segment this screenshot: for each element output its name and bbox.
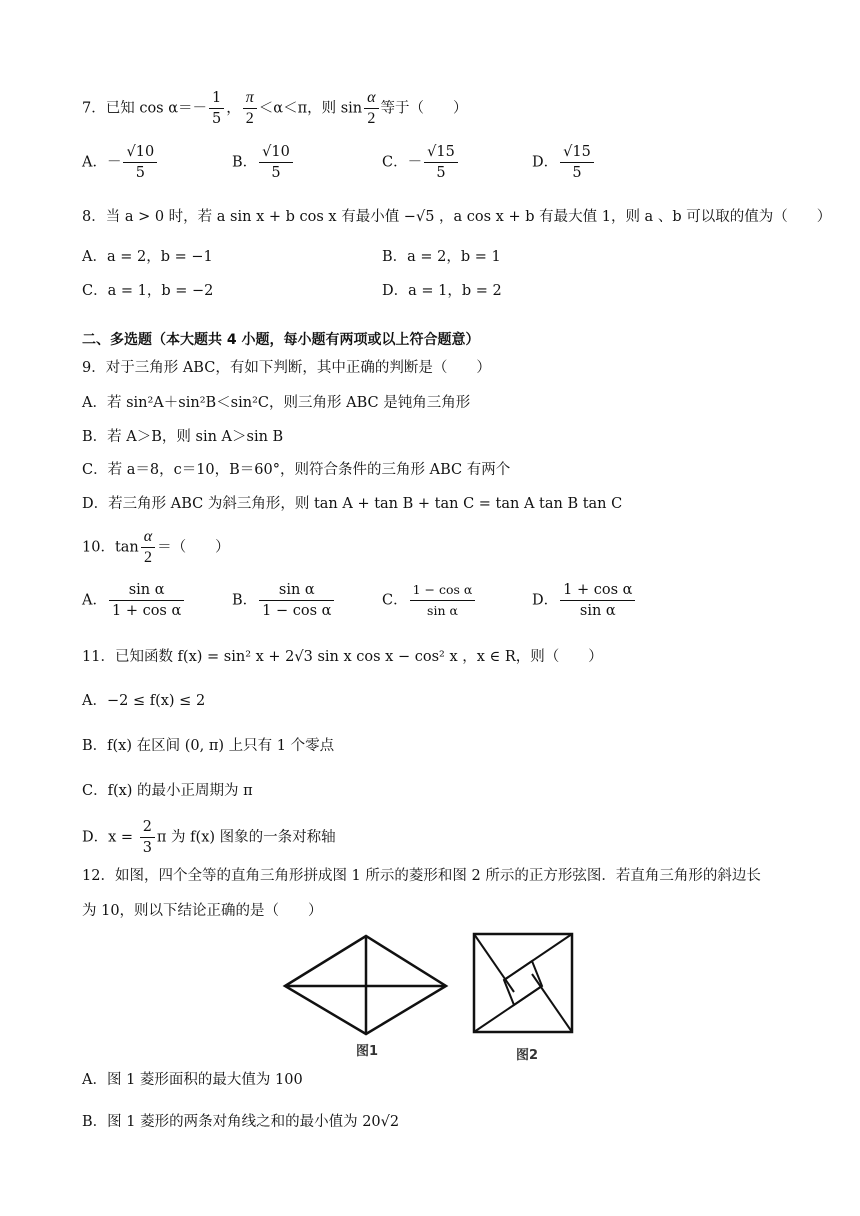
q8-option-b: B．a = 2，b = 1 xyxy=(382,249,501,265)
q7-frac-alpha-2: $\frac{\alpha}{2}$ xyxy=(364,88,378,129)
square-outline xyxy=(474,934,572,1032)
q7-frac-pi-2: $\frac{\pi}{2}$ xyxy=(243,88,257,129)
q10-option-c: C． $\frac{\text{1 − cos α}}{\text{sin α}}$ xyxy=(382,580,477,621)
q9-option-a: A．若 sin²A＋sin²B＜sin²C，则三角形 ABC 是钝角三角形 xyxy=(82,395,471,411)
figure-2-square xyxy=(470,930,576,1036)
q12-option-b: B．图 1 菱形的两条对角线之和的最小值为 20√2 xyxy=(82,1114,400,1130)
q10-option-b: B． $\frac{\text{sin α}}{\text{1 − cos α}}$ xyxy=(232,580,336,621)
q9-stem: 9．对于三角形 ABC，有如下判断，其中正确的判断是（ ） xyxy=(82,360,491,376)
q9-option-b: B．若 A＞B，则 sin A＞sin B xyxy=(82,429,284,445)
q11-stem: 11．已知函数 f(x) = sin² x + 2√3 sin x cos x − cos² x ，x ∈ R，则（ ） xyxy=(82,649,603,665)
inner-square xyxy=(504,961,542,1005)
q8-option-d: D．a = 1，b = 2 xyxy=(382,283,502,299)
q11-option-c: C．f(x) 的最小正周期为 π xyxy=(82,783,253,799)
q7-option-c: C．－ $\frac{√15}{5}$ xyxy=(382,142,460,183)
q11-option-d: D．x = $\frac{2}{3}$ π 为 f(x) 图象的一条对称轴 xyxy=(82,819,336,856)
q10-option-d: D． $\frac{\text{1 + cos α}}{\text{sin α}}$ xyxy=(532,580,637,621)
q8-option-a: A．a = 2，b = −1 xyxy=(82,249,213,265)
q7-frac-1-5: $\frac{1}{5}$ xyxy=(209,88,224,129)
figure-1-label: 图1 xyxy=(356,1044,379,1059)
figure-2-label: 图2 xyxy=(516,1048,539,1063)
q9-option-d: D．若三角形 ABC 为斜三角形，则 tan A + tan B + tan C = tan A tan B tan C xyxy=(82,496,623,512)
q9-option-c: C．若 a＝8，c＝10，B＝60°，则符合条件的三角形 ABC 有两个 xyxy=(82,462,511,478)
q7-stem: 7．已知 cos α＝－ $\frac{1}{5}$ ， $\frac{\pi}{2}$ ＜α＜π，则 sin $\frac{\alpha}{2}$ 等于（ ） xyxy=(82,89,468,127)
q10-option-a: A． $\frac{\text{sin α}}{\text{1 + cos α}}$ xyxy=(82,580,186,621)
q12-stem-line1: 12．如图，四个全等的直角三角形拼成图 1 所示的菱形和图 2 所示的正方形弦图．若直角三角形的斜边长 xyxy=(82,868,761,884)
q7-option-d: D． $\frac{√15}{5}$ xyxy=(532,142,596,183)
q10-stem: 10．tan $\frac{\alpha}{2}$ ＝（ ） xyxy=(82,528,230,566)
q12-stem-line2: 为 10，则以下结论正确的是（ ） xyxy=(82,903,323,919)
section-heading-multiple-choice: 二、多选题（本大题共 4 小题，每小题有两项或以上符合题意） xyxy=(82,332,480,348)
figure-1-rhombus xyxy=(280,930,452,1040)
q11-option-a: A．−2 ≤ f(x) ≤ 2 xyxy=(82,693,206,709)
q8-stem: 8．当 a > 0 时，若 a sin x + b cos x 有最小值 −√5 ，a cos x + b 有最大值 1，则 a 、b 可以取的值为（ ） xyxy=(82,209,832,225)
q7-option-a: A．－ $\frac{√10}{5}$ xyxy=(82,142,159,183)
q12-option-a: A．图 1 菱形面积的最大值为 100 xyxy=(82,1072,303,1088)
q8-option-c: C．a = 1，b = −2 xyxy=(82,283,214,299)
q11-option-b: B．f(x) 在区间 (0, π) 上只有 1 个零点 xyxy=(82,738,335,754)
q7-option-b: B． $\frac{√10}{5}$ xyxy=(232,142,295,183)
